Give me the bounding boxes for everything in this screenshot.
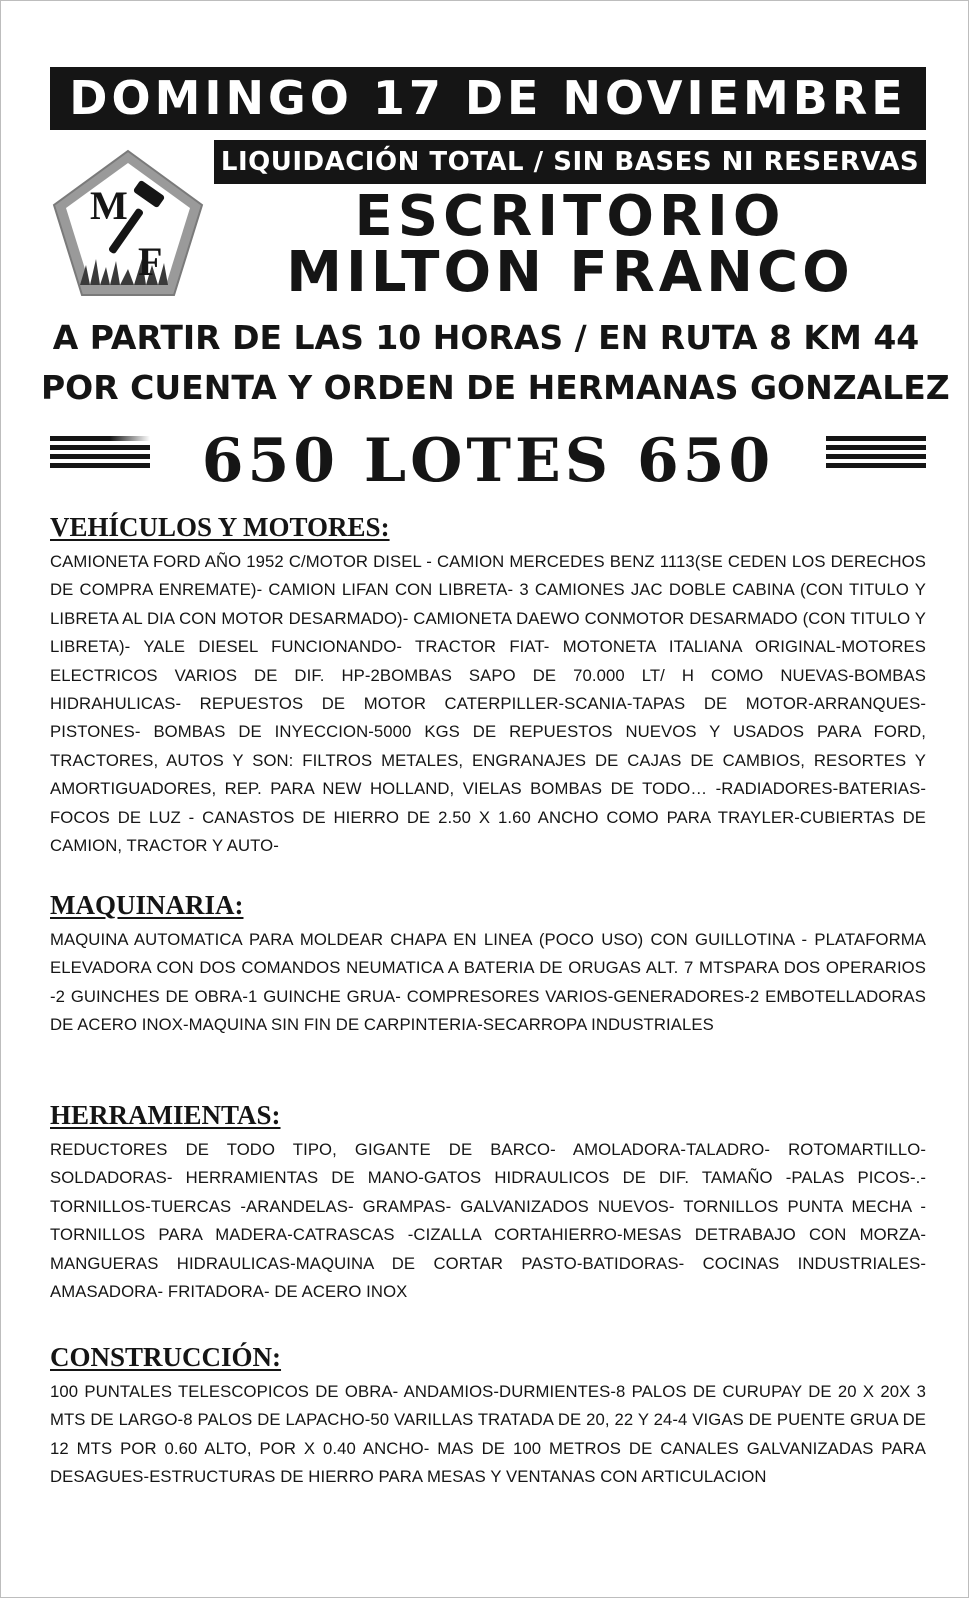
section-vehiculos <box>50 510 926 860</box>
liquidation-banner: LIQUIDACIÓN TOTAL / SIN BASES NI RESERVAS <box>214 140 926 184</box>
section-title: MAQUINARIA: <box>50 890 244 920</box>
section-title: HERRAMIENTAS: <box>50 1100 281 1130</box>
date-banner: DOMINGO 17 DE NOVIEMBRE <box>50 67 926 130</box>
on-behalf-heading: POR CUENTA Y ORDEN DE HERMANAS GONZALEZ <box>41 368 950 407</box>
section-maquinaria <box>50 888 926 1040</box>
section-body: REDUCTORES DE TODO TIPO, GIGANTE DE BARCO- AMOLADORA-TALADRO- ROTOMARTILLO-SOLDADORAS- HERRAMIENTAS DE MANO-GATOS HIDRAULICOS DE DIF. TAMAÑO -PALAS PICOS-.- TORNILLOS-TUERCAS -ARANDELAS- GRAMPAS- GALVANIZADOS NUEVOS- TORNILLOS PUNTA MECHA -TORNILLOS PARA MADERA-CATRASCAS -CIZALLA CORTAHIERRO-MESAS DETRABAJO CON MORZA- MANGUERAS HIDRAULICAS-MAQUINA DE CORTAR PASTO-BATIDORAS- COCINAS INDUSTRIALES-AMASADORA- FRITADORA- DE ACERO INOX <box>50 1140 926 1302</box>
section-body: CAMIONETA FORD AÑO 1952 C/MOTOR DISEL - CAMION MERCEDES BENZ 1113(SE CEDEN LOS DERECHOS DE COMPRA ENREMATE)- CAMION LIFAN CON LIBRETA- 3 CAMIONES JAC DOBLE CABINA (CON TITULO Y LIBRETA AL DIA CON MOTOR DESARMADO)- CAMIONETA DAEWO CONMOTOR DESARMADO (CON TITULO Y LIBRETA)- YALE DIESEL FUNCIONANDO- TRACTOR FIAT- MOTONETA ITALIANA ORIGINAL-MOTORES ELECTRICOS VARIOS DE DIF. HP-2BOMBAS SAPO DE 70.000 LT/ H COMO NUEVAS-BOMBAS HIDRAHULICAS- REPUESTOS DE MOTOR CATERPILLER-SCANIA-TAPAS DE MOTOR-ARRANQUES-PISTONES- BOMBAS DE INYECCION-5000 KGS DE REPUESTOS NUEVOS Y USADOS PARA FORD, TRACTORES, AUTOS Y SON: FILTROS METALES, ENGRANAJES DE CAJAS DE CAMBIOS, RESORTES Y AMORTIGUADORES, REP. PARA NEW HOLLAND, VIELAS BOMBAS DE TODO… -RADIADORES-BATERIAS- FOCOS DE LUZ - CANASTOS DE HIERRO DE 2.50 X 1.60 ANCHO COMO PARA TRAYLER-CUBIERTAS DE CAMION, TRACTOR Y AUTO- <box>50 552 926 856</box>
company-name-line1: ESCRITORIO <box>354 184 786 249</box>
section-herramientas <box>50 1098 926 1306</box>
lots-banner <box>50 426 926 496</box>
stripes-right-icon <box>826 436 926 476</box>
logo-letter-m: M <box>90 183 128 228</box>
company-logo <box>50 147 206 299</box>
section-title: VEHÍCULOS Y MOTORES: <box>50 512 390 542</box>
section-construccion <box>50 1340 926 1492</box>
stripes-left-icon <box>50 436 150 476</box>
logo-letter-f: F <box>138 239 163 284</box>
lots-count: 650 LOTES 650 <box>201 426 775 496</box>
company-name <box>214 184 926 305</box>
section-body: 100 PUNTALES TELESCOPICOS DE OBRA- ANDAMIOS-DURMIENTES-8 PALOS DE CURUPAY DE 20 X 20X 3 MTS DE LARGO-8 PALOS DE LAPACHO-50 VARILLAS TRATADA DE 20, 22 Y 24-4 VIGAS DE PUENTE GRUA DE 12 MTS POR 0.60 ALTO, POR X 0.40 ANCHO- MAS DE 100 METROS DE CANALES GALVANIZADAS PARA DESAGUES-ESTRUCTURAS DE HIERRO PARA MESAS Y VENTANAS CON ARTICULACION <box>50 1382 926 1487</box>
section-body: MAQUINA AUTOMATICA PARA MOLDEAR CHAPA EN LINEA (POCO USO) CON GUILLOTINA - PLATAFORMA ELEVADORA CON DOS COMANDOS NEUMATICA A BATERIA DE ORUGAS ALT. 7 MTSPARA DOS OPERARIOS -2 GUINCHES DE OBRA-1 GUINCHE GRUA- COMPRESORES VARIOS-GENERADORES-2 EMBOTELLADORAS DE ACERO INOX-MAQUINA SIN FIN DE CARPINTERIA-SECARROPA INDUSTRIALES <box>50 930 926 1035</box>
schedule-heading: A PARTIR DE LAS 10 HORAS / EN RUTA 8 KM 44 <box>52 318 920 357</box>
company-name-line2: MILTON FRANCO <box>286 240 854 305</box>
section-title: CONSTRUCCIÓN: <box>50 1342 282 1372</box>
logo-pentagon-icon <box>50 147 206 299</box>
